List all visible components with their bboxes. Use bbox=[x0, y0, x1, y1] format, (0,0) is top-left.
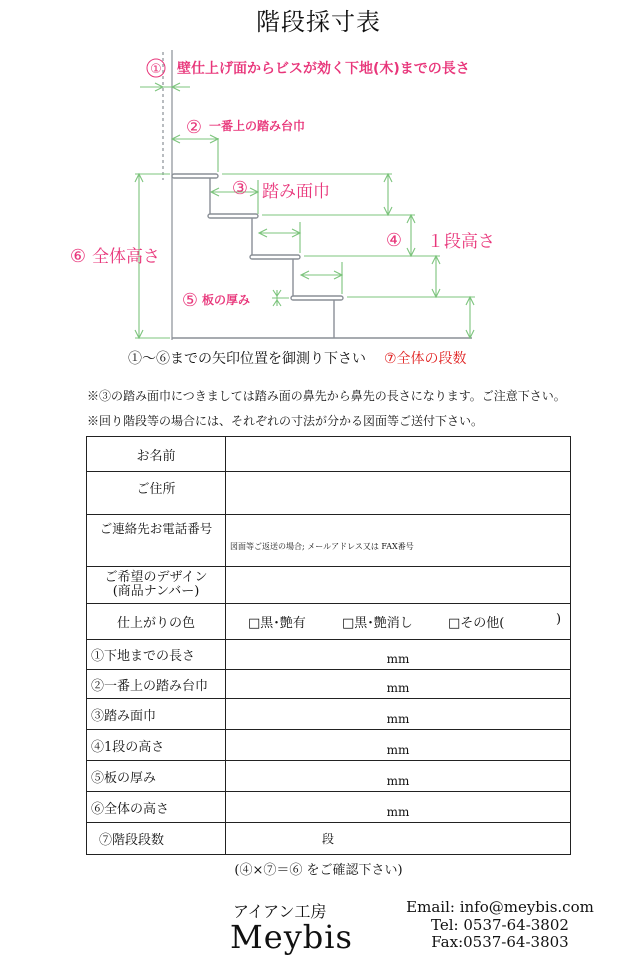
row-label: ③踏み面巾 bbox=[87, 699, 226, 730]
color-options bbox=[226, 604, 571, 640]
row-value-field[interactable] bbox=[226, 823, 571, 855]
label-5-text: 板の厚み bbox=[202, 293, 251, 307]
unit-label: mm bbox=[386, 743, 410, 757]
label-3 bbox=[232, 178, 330, 202]
design-label-line1: ご希望のデザイン bbox=[104, 570, 208, 585]
unit-label: 段 bbox=[321, 832, 334, 846]
form-row-color bbox=[87, 604, 571, 640]
stair-diagram bbox=[0, 40, 637, 345]
tread-4 bbox=[291, 296, 343, 300]
label-2 bbox=[186, 117, 305, 138]
tread-3 bbox=[250, 255, 300, 259]
measure-instruction bbox=[128, 348, 467, 368]
form-row-measure bbox=[87, 761, 571, 792]
design-label-line2: (商品ナンバー) bbox=[112, 584, 200, 599]
phone-label: ご連絡先お電話番号 bbox=[87, 515, 226, 567]
name-label: お名前 bbox=[87, 437, 226, 472]
tread-2 bbox=[208, 214, 258, 218]
label-5-number: ⑤ bbox=[181, 290, 199, 311]
color-label: 仕上がりの色 bbox=[87, 604, 226, 640]
row-label: ⑤板の厚み bbox=[87, 761, 226, 792]
confirm-note: (④×⑦＝⑥ をご確認下さい) bbox=[234, 863, 403, 878]
address-label: ご住所 bbox=[87, 472, 226, 515]
form-row-measure bbox=[87, 792, 571, 823]
contact-tel: Tel: 0537-64-3802 bbox=[431, 916, 569, 934]
brand-subtitle: アイアン工房 bbox=[233, 902, 327, 921]
row-value-field[interactable] bbox=[226, 699, 571, 730]
label-1-text: 壁仕上げ面からビスが効く下地(木)までの長さ bbox=[177, 61, 470, 77]
row-value-field[interactable] bbox=[226, 792, 571, 823]
unit-label: mm bbox=[386, 712, 410, 726]
unit-label: mm bbox=[386, 805, 410, 819]
note-tread-width: ※③の踏み面巾につきましては踏み面の鼻先から鼻先の長さになります。ご注意下さい。 bbox=[87, 389, 566, 403]
label-3-number: ③ bbox=[231, 178, 249, 199]
note-spiral-stairs: ※回り階段等の場合には、それぞれの寸法が分かる図面等ご送付下さい。 bbox=[87, 414, 484, 428]
color-option-matte-black[interactable]: □黒･艶消し bbox=[342, 616, 413, 631]
row-value-field[interactable] bbox=[226, 670, 571, 699]
design-label bbox=[87, 567, 226, 604]
measure-instruction-highlight: ⑦全体の段数 bbox=[384, 351, 467, 367]
label-2-number: ② bbox=[185, 117, 203, 138]
form-row-measure bbox=[87, 640, 571, 670]
form-row-measure bbox=[87, 670, 571, 699]
page-title: 階段採寸表 bbox=[256, 8, 381, 36]
measurement-form bbox=[86, 436, 571, 855]
label-6-text: 全体高さ bbox=[92, 247, 160, 267]
label-6-number: ⑥ bbox=[69, 246, 87, 267]
address-field[interactable] bbox=[226, 472, 571, 515]
unit-label: mm bbox=[386, 681, 410, 695]
measure-instruction-text: ①～⑥までの矢印位置を御測り下さい bbox=[128, 351, 366, 367]
form-row-name bbox=[87, 437, 571, 472]
color-option-other[interactable]: □その他( bbox=[448, 616, 505, 631]
row-label: ②一番上の踏み台巾 bbox=[87, 670, 226, 699]
brand-logo: Meybis bbox=[230, 918, 353, 956]
row-value-field[interactable] bbox=[226, 730, 571, 761]
stair-stringer bbox=[172, 178, 472, 338]
label-1-number: ① bbox=[150, 62, 162, 77]
contact-fax: Fax:0537-64-3803 bbox=[431, 933, 569, 951]
tread-1 bbox=[172, 174, 218, 178]
color-option-other-close: ) bbox=[556, 612, 562, 627]
form-row-address bbox=[87, 472, 571, 515]
form-row-phone bbox=[87, 515, 571, 567]
unit-label: mm bbox=[386, 652, 410, 666]
row-label: ①下地までの長さ bbox=[87, 640, 226, 670]
design-field[interactable] bbox=[226, 567, 571, 604]
color-option-gloss-black[interactable]: □黒･艶有 bbox=[248, 616, 306, 631]
form-row-steps bbox=[87, 823, 571, 855]
label-2-text: 一番上の踏み台巾 bbox=[209, 119, 306, 133]
row-label: ⑦階段段数 bbox=[87, 823, 226, 855]
label-4 bbox=[386, 230, 495, 252]
row-value-field[interactable] bbox=[226, 761, 571, 792]
row-value-field[interactable] bbox=[226, 640, 571, 670]
form-row-design bbox=[87, 567, 571, 604]
row-label: ⑥全体の高さ bbox=[87, 792, 226, 823]
label-5 bbox=[182, 290, 250, 311]
form-row-measure bbox=[87, 699, 571, 730]
form-row-measure bbox=[87, 730, 571, 761]
phone-hint: 図面等ご返送の場合; メールアドレス又は FAX番号 bbox=[230, 542, 414, 551]
label-4-number: ④ bbox=[385, 230, 403, 251]
row-label: ④1段の高さ bbox=[87, 730, 226, 761]
name-field[interactable] bbox=[226, 437, 571, 472]
contact-email[interactable]: Email: info@meybis.com bbox=[406, 898, 594, 916]
label-1 bbox=[147, 59, 470, 77]
phone-field[interactable] bbox=[226, 515, 571, 567]
label-6 bbox=[70, 246, 160, 267]
label-3-text: 踏み面巾 bbox=[262, 182, 330, 202]
unit-label: mm bbox=[386, 774, 410, 788]
label-4-text: １段高さ bbox=[427, 232, 495, 252]
